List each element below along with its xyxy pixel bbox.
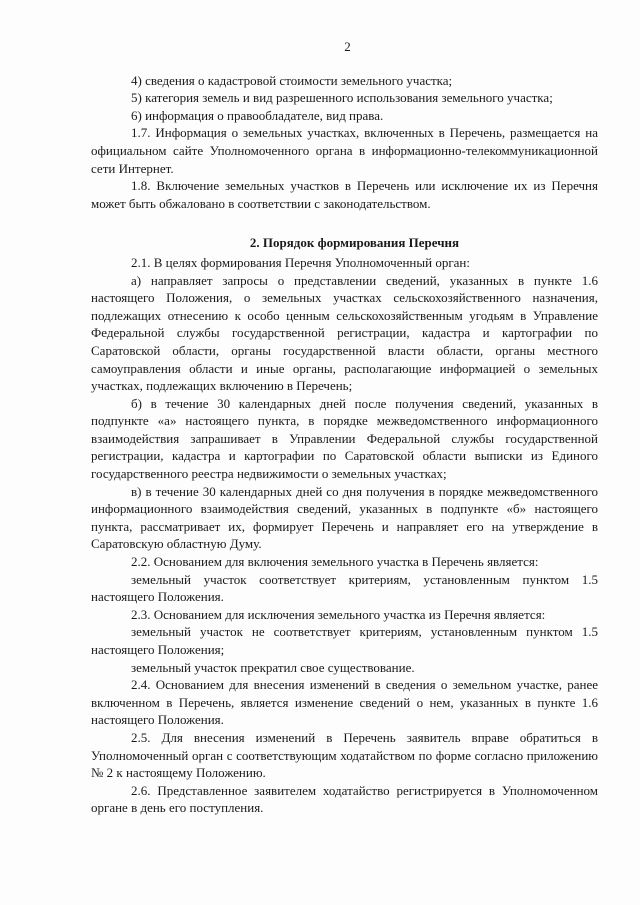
paragraph-2-1-b: б) в течение 30 календарных дней после получения сведений, указанных в подпункте «а» настоящего пункта, в порядке межведомственного информационного взаимодействия запрашивает в Управлении Федеральной службы государственной регистрации, кадастра и картографии по Саратовской области выписки из Единого государственного реестра недвижимости о земельных участках; (91, 395, 598, 482)
paragraph-2-1: 2.1. В целях формирования Перечня Уполномоченный орган: (131, 254, 471, 270)
paragraph-1-7: 1.7. Информация о земельных участках, включенных в Перечень, размещается на официальном сайте Уполномоченного органа в информационно-телекоммуникационной сети Интернет. (91, 125, 598, 176)
section-2-heading: 2. Порядок формирования Перечня (249, 235, 460, 251)
paragraph-2-4: 2.4. Основанием для внесения изменений в сведения о земельном участке, ранее включенном в Перечень, является изменение сведений о нем, указанных в пункте 1.6 настоящего Положения. (91, 677, 598, 728)
paragraph-2-6: 2.6. Представленное заявителем ходатайство регистрируется в Уполномоченном органе в день его поступления. (91, 782, 598, 816)
paragraph-1-8: 1.8. Включение земельных участков в Перечень или исключение их из Перечня может быть обжаловано в соответствии с законодательством. (91, 178, 598, 211)
paragraph-2-2-criteria: земельный участок соответствует критериям, установленным пунктом 1.5 настоящего Положения. (91, 571, 598, 605)
paragraph-item-4: 4) сведения о кадастровой стоимости земельного участка; (131, 72, 453, 88)
paragraph-2-3: 2.3. Основанием для исключения земельного участка из Перечня является: (131, 606, 546, 622)
paragraph-2-2: 2.2. Основанием для включения земельного участка в Перечень является: (131, 554, 539, 570)
paragraph-2-3-criteria: земельный участок не соответствует критериям, установленным пунктом 1.5 настоящего Положения; (91, 624, 598, 657)
paragraph-2-3-ceased: земельный участок прекратил свое существование. (131, 659, 415, 675)
paragraph-2-1-v: в) в течение 30 календарных дней со дня получения в порядке межведомственного информационного взаимодействия сведений, указанных в подпункте «б» настоящего пункта, рассматривает их, формирует Перечень и направляет его на утверждение в Саратовскую областную Думу. (91, 483, 598, 552)
paragraph-2-5: 2.5. Для внесения изменений в Перечень заявитель вправе обратиться в Уполномоченный орган с соответствующим ходатайством по форме согласно приложению № 2 к настоящему Положению. (91, 729, 598, 781)
paragraph-2-1-a: а) направляет запросы о представлении сведений, указанных в пункте 1.6 настоящего Положения, о земельных участках сельскохозяйственного назначения, подлежащих отнесению к особо ценным сельскохозяйственным угодьям в Управление Федеральной службы государственной регистрации, кадастра и картографии по Саратовской области, органы государственной власти области, органы местного самоуправления области и иные органы, располагающие информацией о земельных участках, подлежащих включению в Перечень; (91, 272, 598, 394)
paragraph-item-6: 6) информация о правообладателе, вид права. (131, 107, 384, 123)
page-number: 2 (344, 39, 351, 54)
paragraph-item-5: 5) категория земель и вид разрешенного использования земельного участка; (131, 90, 553, 106)
